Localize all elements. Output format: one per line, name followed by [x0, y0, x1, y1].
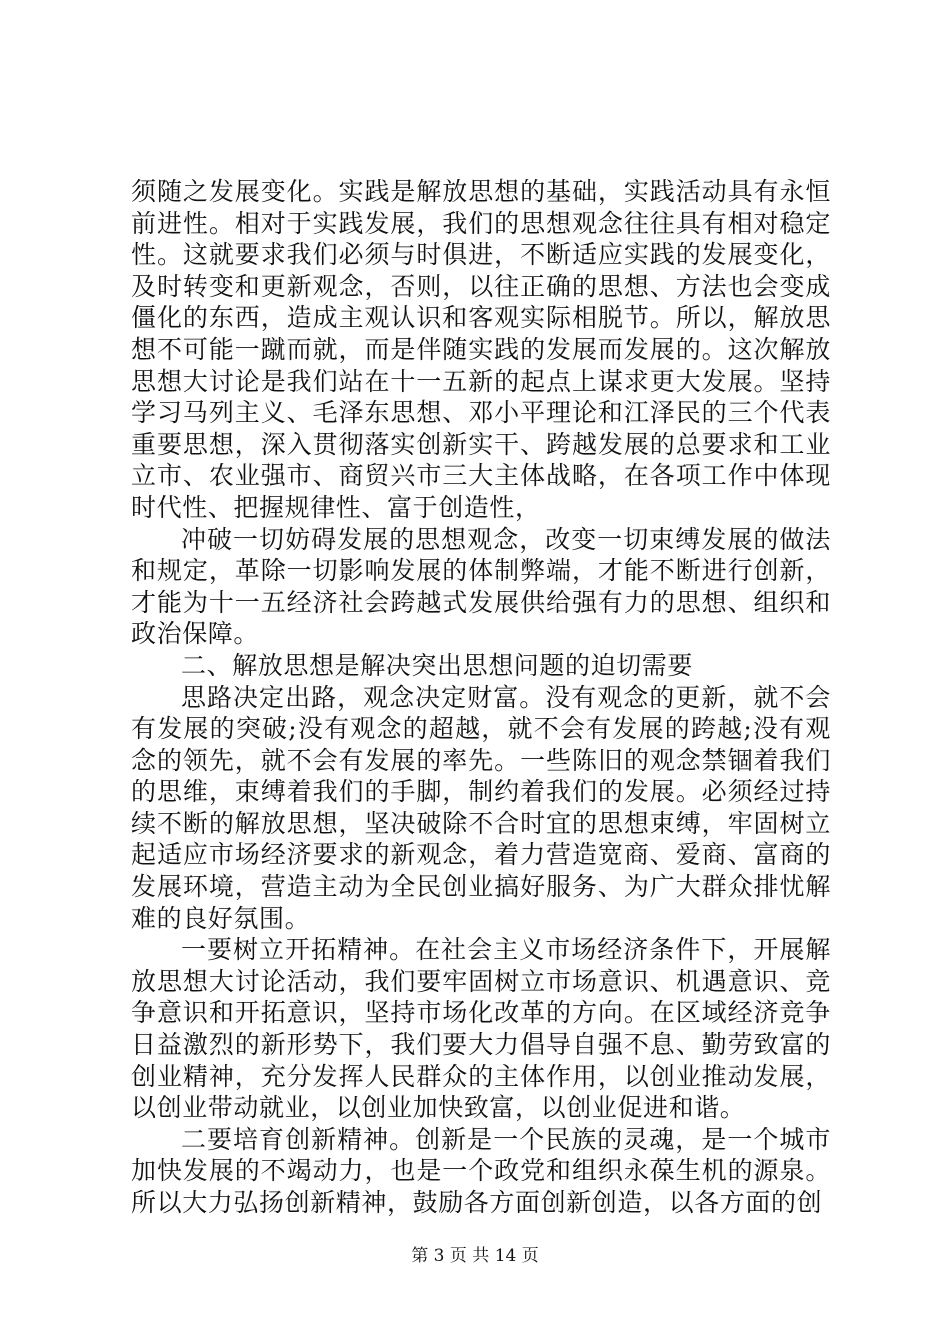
section-heading: 二、解放思想是解决突出思想问题的迫切需要	[181, 650, 694, 680]
paragraph-1: 须随之发展变化。实践是解放思想的基础，实践活动具有永恒前进性。相对于实践发展，我们的思想观念往往具有相对稳定性。这就要求我们必须与时俱进，不断适应实践的发展变化，及时转变和更新观念，否则，以往正确的思想、方法也会变成僵化的东西，造成主观认识和客观实际相脱节。所以，解放思想不可能一蹴而就，而是伴随实践的发展而发展的。这次解放思想大讨论是我们站在十一五新的起点上谋求更大发展。坚持学习马列主义、毛泽东思想、邓小平理论和江泽民的三个代表重要思想，深入贯彻落实创新实干、跨越发展的总要求和工业立市、农业强市、商贸兴市三大主体战略，在各项工作中体现时代性、把握规律性、富于创造性，	[131, 177, 831, 522]
page-number-footer: 第 3 页 共 14 页	[411, 1246, 539, 1266]
paragraph-2: 冲破一切妨碍发展的思想观念，改变一切束缚发展的做法和规定，革除一切影响发展的体制弊端，才能不断进行创新，才能为十一五经济社会跨越式发展供给强有力的思想、组织和政治保障。	[131, 524, 831, 649]
paragraph-4: 一要树立开拓精神。在社会主义市场经济条件下，开展解放思想大讨论活动，我们要牢固树立市场意识、机遇意识、竞争意识和开拓意识，坚持市场化改革的方向。在区域经济竞争日益激烈的新形势下，我们要大力倡导自强不息、勤劳致富的创业精神，充分发挥人民群众的主体作用，以创业推动发展，以创业带动就业，以创业加快致富，以创业促进和谐。	[131, 935, 831, 1123]
document-body	[131, 176, 831, 1219]
paragraph-5: 二要培育创新精神。创新是一个民族的灵魂，是一个城市加快发展的不竭动力，也是一个政党和组织永葆生机的源泉。所以大力弘扬创新精神，鼓励各方面创新创造，以各方面的创	[131, 1124, 831, 1217]
paragraph-3: 思路决定出路，观念决定财富。没有观念的更新，就不会有发展的突破;没有观念的超越，就不会有发展的跨越;没有观念的领先，就不会有发展的率先。一些陈旧的观念禁锢着我们的思维，束缚着我们的手脚，制约着我们的发展。必须经过持续不断的解放思想，坚决破除不合时宜的思想束缚，牢固树立起适应市场经济要求的新观念，着力营造宽商、爱商、富商的发展环境，营造主动为全民创业搞好服务、为广大群众排忧解难的良好氛围。	[131, 682, 831, 933]
